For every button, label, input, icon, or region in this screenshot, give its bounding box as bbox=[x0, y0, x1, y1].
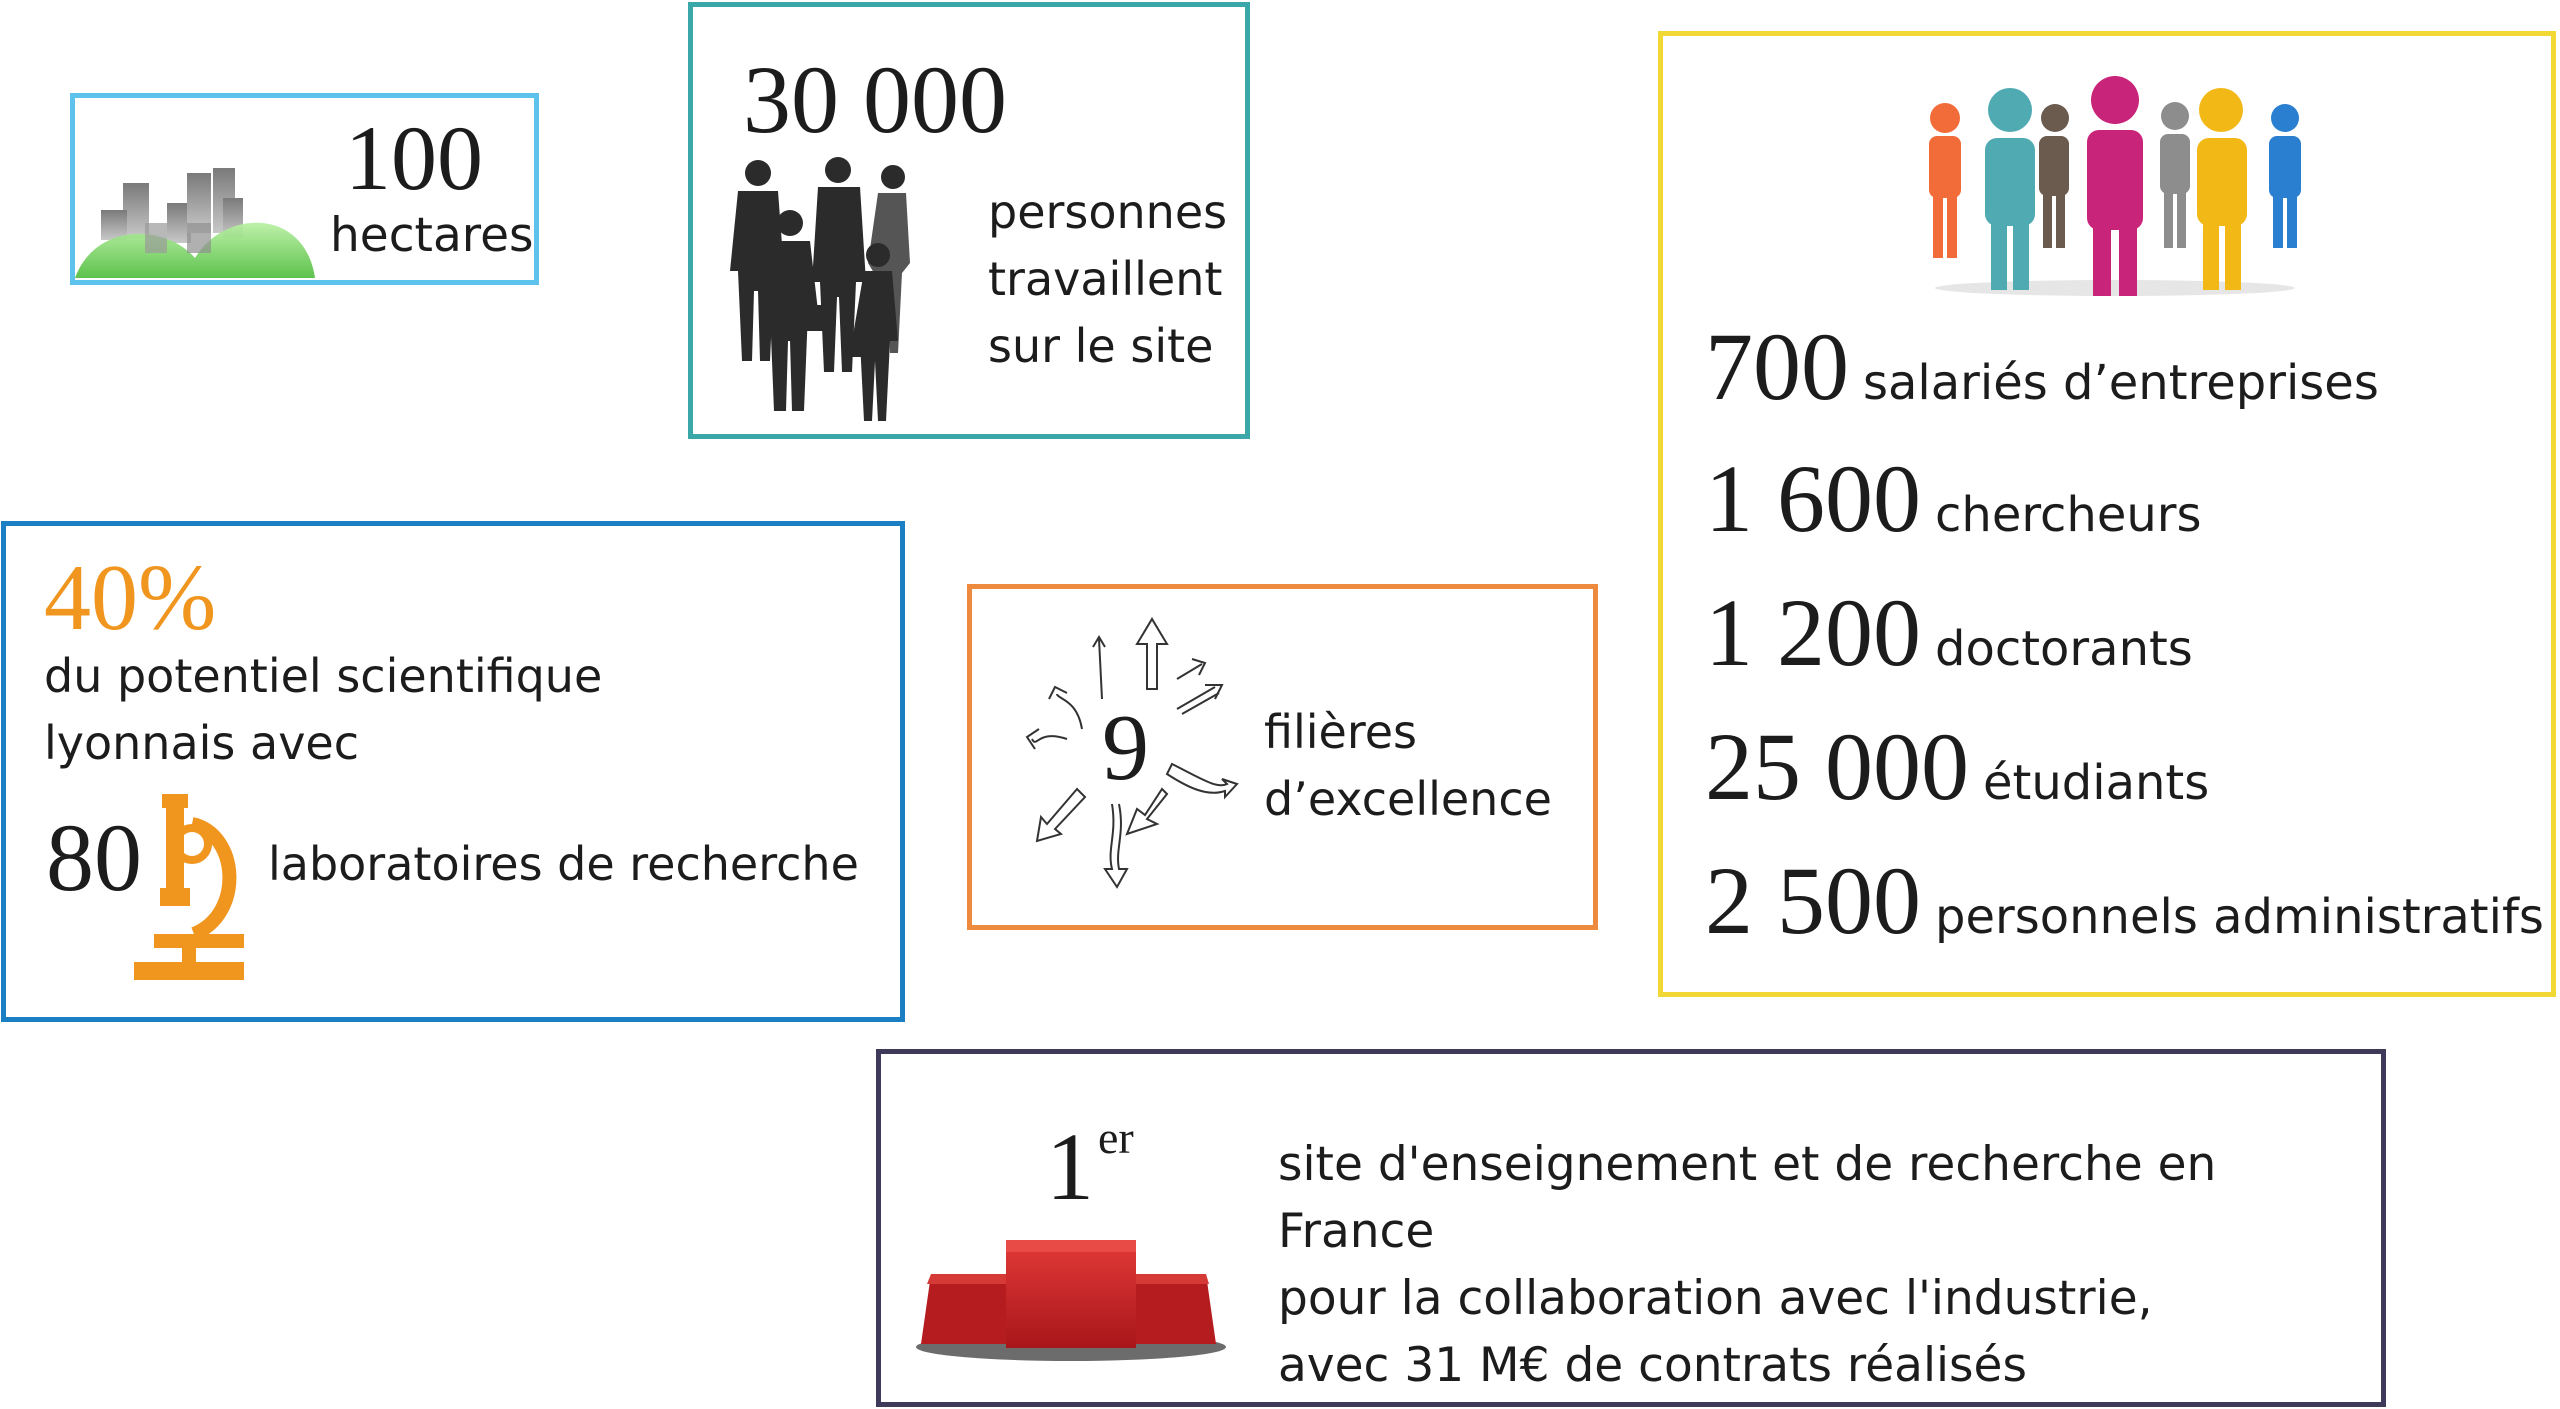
hectares-label: hectares bbox=[330, 208, 534, 263]
stat-value: 1 600 bbox=[1705, 445, 1921, 552]
first-superscript: er bbox=[1098, 1112, 1134, 1163]
business-people-icon bbox=[728, 155, 938, 425]
first-line-2: pour la collaboration avec l'industrie, bbox=[1278, 1271, 2153, 1326]
labs-count: 80 bbox=[46, 804, 142, 911]
buildings-hill-icon bbox=[75, 168, 315, 288]
stat-value: 1 200 bbox=[1705, 579, 1921, 686]
stat-label: étudiants bbox=[1983, 755, 2210, 811]
first-site-card bbox=[876, 1049, 2386, 1407]
labs-percent: 40% bbox=[44, 546, 217, 650]
stat-row bbox=[1705, 847, 2544, 954]
personnes-line-1: personnes bbox=[988, 185, 1228, 239]
filieres-value: 9 bbox=[1102, 696, 1149, 800]
filieres-label bbox=[1264, 699, 1552, 833]
stat-value: 700 bbox=[1705, 313, 1849, 420]
podium-icon bbox=[911, 1232, 1231, 1362]
hectares-card bbox=[70, 93, 539, 285]
labs-line-2: lyonnais avec bbox=[44, 716, 360, 770]
stat-value: 25 000 bbox=[1705, 713, 1969, 820]
stat-row bbox=[1705, 313, 2379, 420]
first-line-1: site d'enseignement et de recherche en France bbox=[1278, 1137, 2217, 1259]
stat-label: doctorants bbox=[1935, 621, 2193, 677]
microscope-icon bbox=[134, 794, 264, 984]
labs-description bbox=[44, 643, 602, 777]
stat-row bbox=[1705, 579, 2193, 686]
personnes-label bbox=[988, 179, 1227, 380]
labs-line-1: du potentiel scientifique bbox=[44, 649, 603, 703]
stat-row bbox=[1705, 713, 2210, 820]
stat-label: chercheurs bbox=[1935, 487, 2202, 543]
first-value: 1 bbox=[1046, 1113, 1094, 1220]
labs-count-label: laboratoires de recherche bbox=[268, 837, 859, 891]
filieres-card bbox=[967, 584, 1598, 930]
hectares-value: 100 bbox=[345, 107, 483, 209]
stats-card bbox=[1658, 31, 2556, 997]
stat-label: salariés d’entreprises bbox=[1863, 355, 2379, 411]
labs-card bbox=[1, 521, 905, 1022]
filieres-line-1: filières bbox=[1264, 705, 1418, 759]
personnes-card bbox=[688, 2, 1250, 439]
first-line-3: avec 31 M€ de contrats réalisés bbox=[1278, 1338, 2027, 1393]
filieres-line-2: d’excellence bbox=[1264, 772, 1552, 826]
first-description bbox=[1278, 1131, 2381, 1399]
personnes-value: 30 000 bbox=[743, 46, 1007, 153]
stat-row bbox=[1705, 445, 2202, 552]
stat-value: 2 500 bbox=[1705, 847, 1921, 954]
stat-label: personnels administratifs bbox=[1935, 889, 2544, 945]
crowd-icon bbox=[1925, 78, 2305, 298]
personnes-line-3: sur le site bbox=[988, 319, 1214, 373]
personnes-line-2: travaillent bbox=[988, 252, 1223, 306]
